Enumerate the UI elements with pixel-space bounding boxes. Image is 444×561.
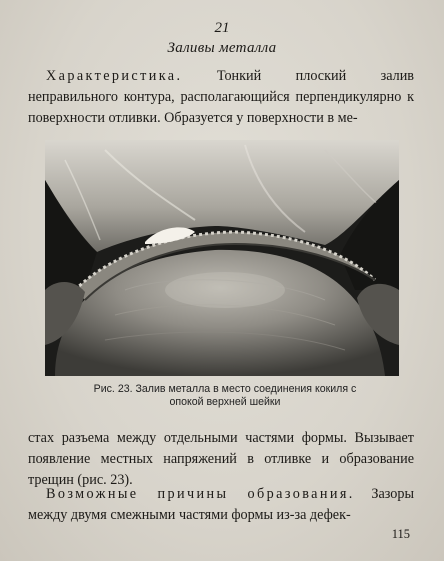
paragraph-text-characteristic: Тонкий плоский залив неправильного контура, располагающийся перпендикулярно к поверхности отливки. Образуется у поверхности в ме- <box>28 68 414 126</box>
paragraph-causes <box>28 484 414 526</box>
paragraph-characteristic <box>28 66 414 129</box>
section-number: 21 <box>214 20 230 36</box>
paragraph-continuation: стах разъема между отдельными частями формы. Вызывает появление местных напряжений в отливке и образование трещин (рис. 23). <box>28 430 414 488</box>
paragraph-lead-causes: Возможные причины образования. <box>46 486 355 502</box>
paragraph-lead-characteristic: Характеристика. <box>46 68 183 84</box>
paragraph-text-causes: Зазоры между двумя смежными частями формы из-за дефек- <box>28 486 414 523</box>
figure-caption: Рис. 23. Залив металла в место соединения кокиля с опокой верхней шейки <box>93 383 357 408</box>
section-title: Заливы металла <box>167 40 277 56</box>
figure-photo <box>45 140 399 376</box>
casting-photograph <box>45 140 399 376</box>
page-number: 115 <box>391 527 410 541</box>
